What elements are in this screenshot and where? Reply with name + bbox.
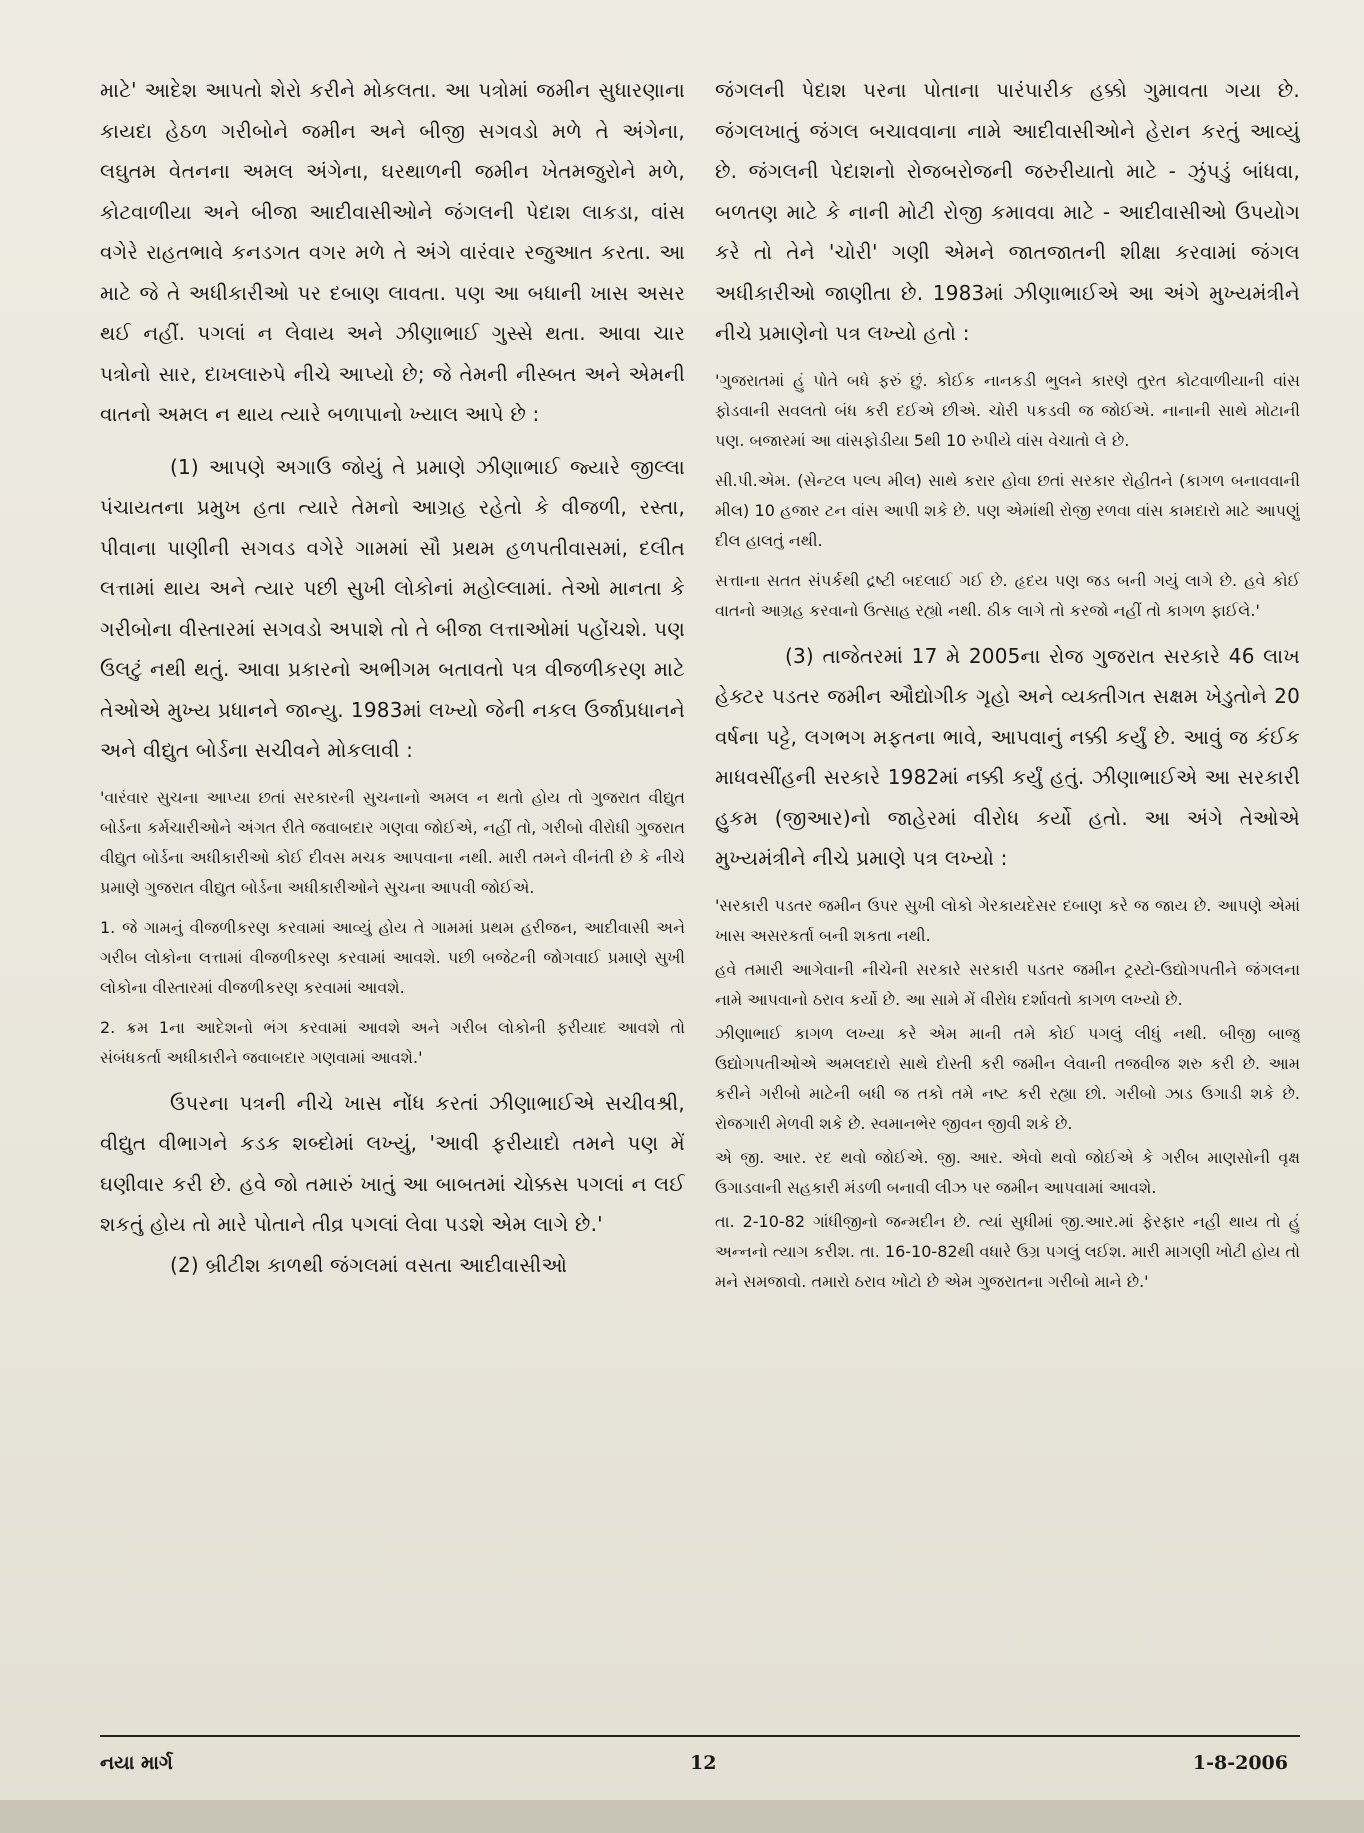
left-quote-2: 1. જે ગામનું વીજળીકરણ કરવામાં આવ્યું હોય તે ગામમાં પ્રથમ હરીજન, આદીવાસી અને ગરીબ લોકોના લત્તામાં વીજળીકરણ કરવામાં આવશે. પછી બજેટની જોગવાઈ પ્રમાણે સુખી લોકોના વીસ્તારમાં વીજળીકરણ કરવામાં આવશે. [100, 917, 685, 997]
right-quote-2: સી.પી.એમ. (સેન્ટલ પલ્પ મીલ) સાથે કરાર હોવા છતાં સરકાર રોહીતને (કાગળ બનાવવાની મીલ) 10 હજાર ટન વાંસ આપી શકે છે. પણ એમાંથી રોજી રળવા વાંસ કામદારો માટે આપણું દીલ હાલતું નથી. [715, 470, 1300, 550]
left-paragraph-1: માટે' આદેશ આપતો શેરો કરીને મોકલતા. આ પત્રોમાં જમીન સુધારણાના કાયદા હેઠળ ગરીબોને જમીન અને બીજી સગવડો મળે તે અંગેના, લઘુતમ વેતનના અમલ અંગેના, ઘરથાળની જમીન ખેતમજુરોને મળે, કોટવાળીયા અને બીજા આદીવાસીઓને જંગલની પેદાશ લાકડા, વાંસ વગેરે રાહતભાવે કનડગત વગર મળે તે અંગે વારંવાર રજુઆત કરતા. આ માટે જે તે અધીકારીઓ પર દબાણ લાવતા. પણ આ બધાની ખાસ અસર થઈ નહીં. પગલાં ન લેવાય અને ઝીણાભાઈ ગુસ્સે થતા. આવા ચાર પત્રોનો સાર, દાખલારુપે નીચે આપ્યો છે; જે તેમની નીસ્બત અને એમની વાતનો અમલ ન થાય ત્યારે બળાપાનો ખ્યાલ આપે છે : [100, 78, 685, 426]
page-footer [100, 1752, 1300, 1792]
issue-date: 1-8-2006 [1192, 1752, 1288, 1774]
footer-divider [100, 1735, 1300, 1737]
right-quote-3: સત્તાના સતત સંપર્કથી દ્રષ્ટી બદલાઈ ગઈ છે. હૃદય પણ જડ બની ગયું લાગે છે. હવે કોઈ વાતનો આગ્રહ કરવાનો ઉત્સાહ રહ્યો નથી. ઠીક લાગે તો કરજો નહીં તો કાગળ ફાઈલે.' [715, 570, 1300, 620]
left-paragraph-3: ઉપરના પત્રની નીચે ખાસ નોંધ કરતાં ઝીણાભાઈએ સચીવશ્રી, વીદ્યુત વીભાગને કડક શબ્દોમાં લખ્યું, 'આવી ફરીયાદો તમને પણ મેં ઘણીવાર કરી છે. હવે જો તમારું ખાતું આ બાબતમાં ચોક્કસ પગલાં ન લઈ શકતું હોય તો મારે પોતાને તીવ્ર પગલાં લેવા પડશે એમ લાગે છે.' [100, 1090, 685, 1236]
page-number: 12 [690, 1752, 717, 1774]
left-paragraph-2: (1) આપણે અગાઉ જોયું તે પ્રમાણે ઝીણાભાઈ જ્યારે જીલ્લા પંચાયતના પ્રમુખ હતા ત્યારે તેમનો આગ્રહ રહેતો કે વીજળી, રસ્તા, પીવાના પાણીની સગવડ વગેરે ગામમાં સૌ પ્રથમ હળપતીવાસમાં, દલીત લત્તામાં થાય અને ત્યાર પછી સુખી લોકોનાં મહોલ્લામાં. તેઓ માનતા કે ગરીબોના વીસ્તારમાં સગવડો અપાશે તો તે બીજા લત્તાઓમાં પહોંચશે. પણ ઉલટું નથી થતું. આવા પ્રકારનો અભીગમ બતાવતો પત્ર વીજળીકરણ માટે તેઓએ મુખ્ય પ્રધાનને જાન્યુ. 1983માં લખ્યો જેની નકલ ઉર્જાપ્રધાનને અને વીદ્યુત બોર્ડના સચીવને મોકલાવી : [100, 454, 685, 762]
left-quote-3: 2. ક્રમ 1ના આદેશનો ભંગ કરવામાં આવશે અને ગરીબ લોકોની ફરીયાદ આવશે તો સંબંધકર્તા અધીકારીને જવાબદાર ગણવામાં આવશે.' [100, 1017, 685, 1067]
left-column [100, 70, 685, 1710]
right-quote-4: 'સરકારી પડતર જમીન ઉપર સુખી લોકો ગેરકાયદેસર દબાણ કરે જ જાય છે. આપણે એમાં ખાસ અસરકર્તા બની શકતા નથી. [715, 895, 1300, 945]
right-paragraph-1: જંગલની પેદાશ પરના પોતાના પારંપારીક હક્કો ગુમાવતા ગયા છે. જંગલખાતું જંગલ બચાવવાના નામે આદીવાસીઓને હેરાન કરતું આવ્યું છે. જંગલની પેદાશનો રોજબરોજની જરુરીયાતો માટે - ઝુંપડું બાંધવા, બળતણ માટે કે નાની મોટી રોજી કમાવવા માટે - આદીવાસીઓ ઉપયોગ કરે તો તેને 'ચોરી' ગણી એમને જાતજાતની શીક્ષા કરવામાં જંગલ અધીકારીઓ જાણીતા છે. 1983માં ઝીણાભાઈએ આ અંગે મુખ્યમંત્રીને નીચે પ્રમાણેનો પત્ર લખ્યો હતો : [715, 78, 1300, 345]
publication-name: નયા માર્ગ [100, 1752, 173, 1774]
right-quote-1: 'ગુજરાતમાં હું પોતે બધે ફરું છું. કોઈક નાનકડી ભુલને કારણે તુરત કોટવાળીયાની વાંસ ફોડવાની સવલતો બંધ કરી દઈએ છીએ. ચોરી પકડવી જ જોઈએ. નાનાની સાથે મોટાની પણ. બજારમાં આ વાંસફોડીયા 5થી 10 રુપીયે વાંસ વેચાતો લે છે. [715, 370, 1300, 450]
right-quote-5: હવે તમારી આગેવાની નીચેની સરકારે સરકારી પડતર જમીન ટ્રસ્ટો-ઉદ્યોગપતીને જંગલના નામે આપવાનો ઠરાવ કર્યો છે. આ સામે મેં વીરોધ દર્શાવતો કાગળ લખ્યો છે. [715, 959, 1300, 1009]
right-column [715, 70, 1300, 1710]
body-columns [100, 70, 1300, 1710]
left-quote-1: 'વારંવાર સુચના આપ્યા છતાં સરકારની સુચનાનો અમલ ન થતો હોય તો ગુજરાત વીદ્યુત બોર્ડના કર્મચારીઓને અંગત રીતે જવાબદાર ગણવા જોઈએ, નહીં તો, ગરીબો વીરોધી ગુજરાત વીદ્યુત બોર્ડના અધીકારીઓ કોઈ દીવસ મચક આપવાના નથી. મારી તમને વીનંતી છે કે નીચે પ્રમાણે ગુજરાત વીદ્યુત બોર્ડના અધીકારીઓને સુચના આપવી જોઈએ. [100, 787, 685, 897]
right-quote-8: તા. 2-10-82 ગાંધીજીનો જન્મદીન છે. ત્યાં સુધીમાં જી.આર.માં ફેરફાર નહી થાય તો હું અન્નનો ત્યાગ કરીશ. તા. 16-10-82થી વધારે ઉગ્ર પગલું લઈશ. મારી માગણી ખોટી હોય તો મને સમજાવો. તમારો ઠરાવ ખોટો છે એમ ગુજરાતના ગરીબો માને છે.' [715, 1211, 1300, 1291]
right-paragraph-2: (3) તાજેતરમાં 17 મે 2005ના રોજ ગુજરાત સરકારે 46 લાખ હેક્ટર પડતર જમીન ઔદ્યોગીક ગૃહો અને વ્યક્તીગત સક્ષમ ખેડુતોને 20 વર્ષના પટ્ટે, લગભગ મફતના ભાવે, આપવાનું નક્કી કર્યું છે. આવું જ કંઈક માધવસીંહની સરકારે 1982માં નક્કી કર્યું હતું. ઝીણાભાઈએ આ સરકારી હુકમ (જીઆર)નો જાહેરમાં વીરોધ કર્યો હતો. આ અંગે તેઓએ મુખ્યમંત્રીને નીચે પ્રમાણે પત્ર લખ્યો : [715, 643, 1300, 870]
right-quote-6: ઝીણાભાઈ કાગળ લખ્યા કરે એમ માની તમે કોઈ પગલું લીધું નથી. બીજી બાજુ ઉદ્યોગપતીઓએ અમલદારો સાથે દોસ્તી કરી જમીન લેવાની તજવીજ શરુ કરી છે. આમ કરીને ગરીબો માટેની બધી જ તકો તમે નષ્ટ કરી રહ્યા છો. ગરીબો ઝાડ ઉગાડી શકે છે. રોજગારી મેળવી શકે છે. સ્વમાનભેર જીવન જીવી શકે છે. [715, 1023, 1300, 1133]
scan-edge [0, 1800, 1364, 1833]
right-quote-7: એ જી. આર. રદ થવો જોઈએ. જી. આર. એવો થવો જોઈએ કે ગરીબ માણસોની વૃક્ષ ઉગાડવાની સહકારી મંડળી બનાવી લીઝ પર જમીન આપવામાં આવશે. [715, 1147, 1300, 1197]
left-paragraph-4: (2) બ્રીટીશ કાળથી જંગલમાં વસતા આદીવાસીઓ [170, 1252, 568, 1277]
